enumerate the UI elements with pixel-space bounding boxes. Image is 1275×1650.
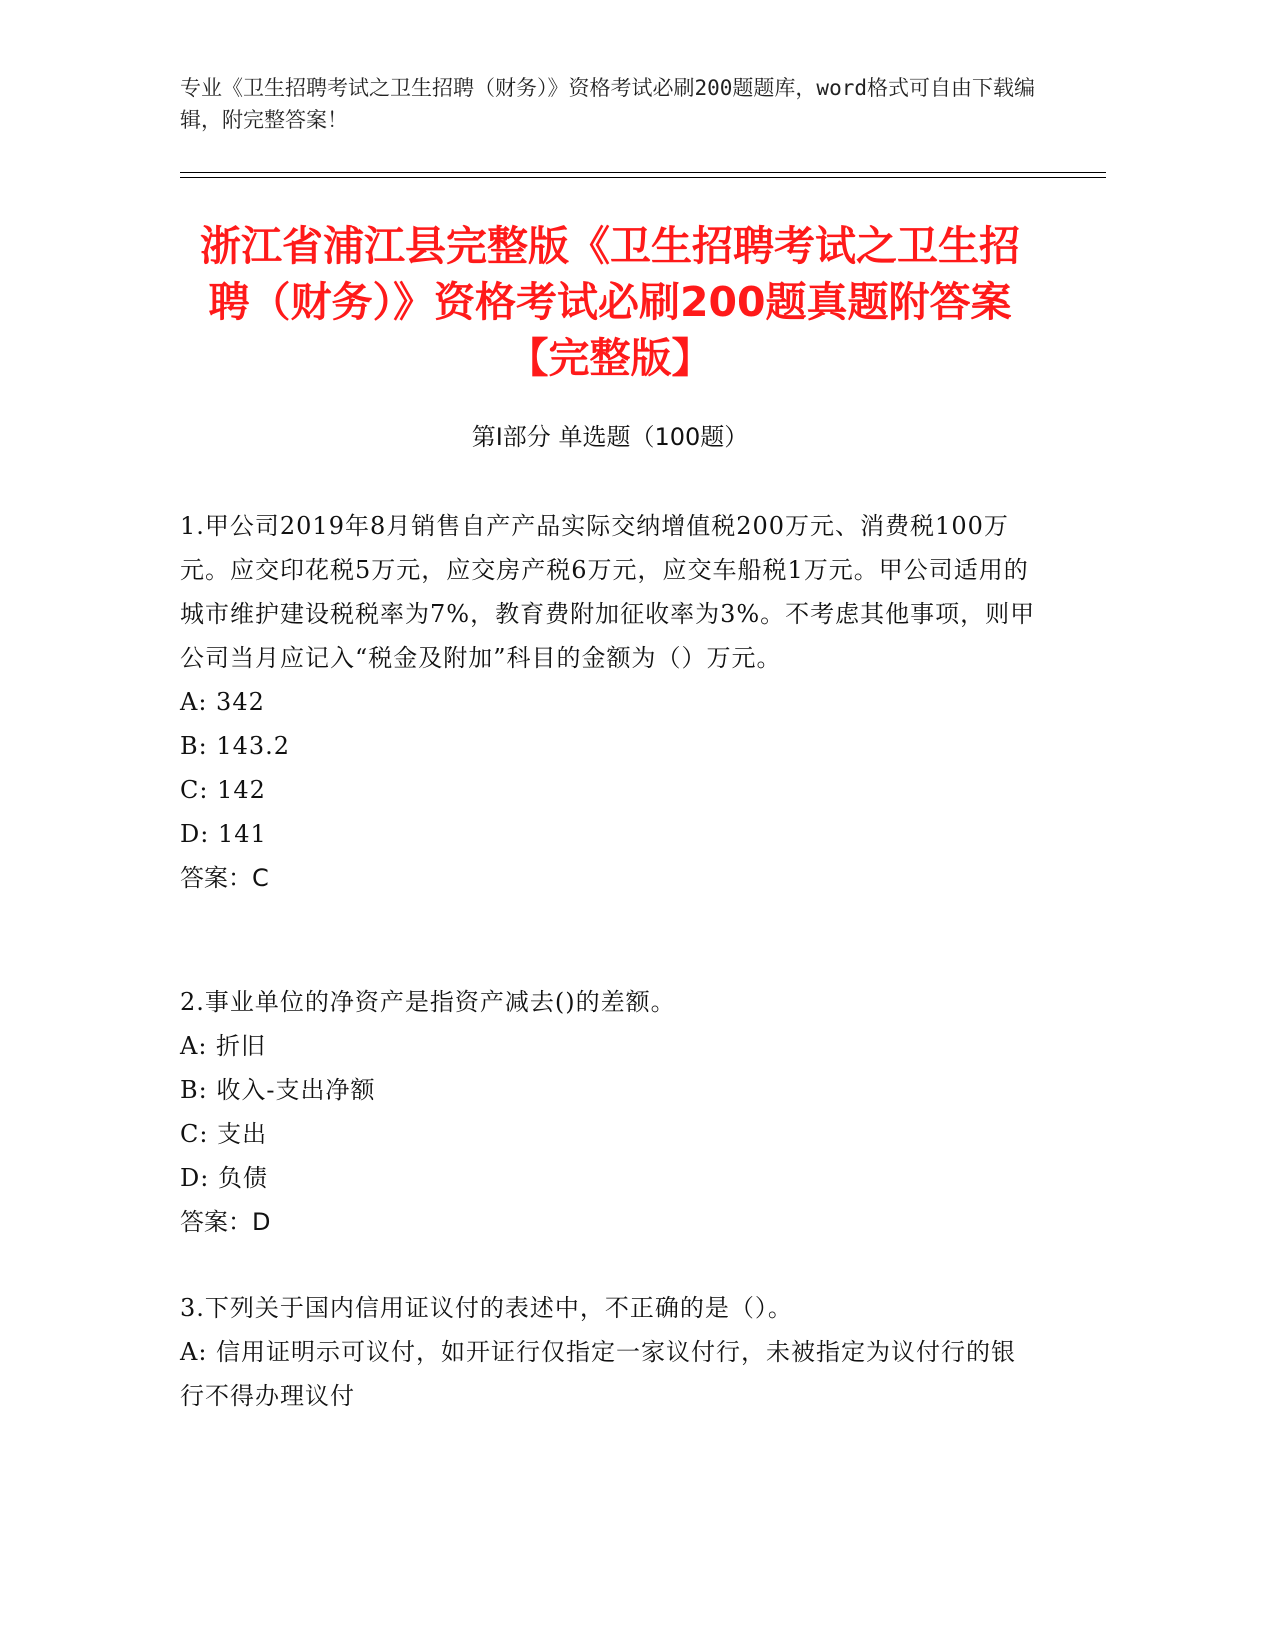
question-3 [180,1286,1040,1418]
question-stem: 2.事业单位的净资产是指资产减去()的差额。 [180,988,676,1016]
option-d: D: 负债 [180,1164,268,1192]
option-a: A: 342 [180,688,265,716]
document-title: 浙江省浦江县完整版《卫生招聘考试之卫生招聘（财务）》资格考试必刷200题真题附答案【完整版】 [200,222,1020,382]
section-title: 第I部分 单选题（100题） [471,423,749,451]
question-1 [180,504,1040,900]
option-b: B: 收入-支出净额 [180,1076,376,1104]
question-stem: 3.下列关于国内信用证议付的表述中，不正确的是（）。 [180,1294,793,1322]
header-divider-top [180,172,1106,173]
option-a: A: 折旧 [180,1032,267,1060]
header-divider-bottom [180,177,1106,178]
question-2 [180,980,1040,1244]
answer: 答案：D [180,1208,271,1236]
option-d: D: 141 [180,820,267,848]
option-a: A: 信用证明示可议付，如开证行仅指定一家议付行，未被指定为议付行的银行不得办理议付 [180,1338,1017,1410]
header-note: 专业《卫生招聘考试之卫生招聘（财务）》资格考试必刷200题题库，word格式可自由下载编辑，附完整答案！ [180,76,1035,132]
question-stem: 1.甲公司2019年8月销售自产产品实际交纳增值税200万元、消费税100万元。应交印花税5万元，应交房产税6万元，应交车船税1万元。甲公司适用的城市维护建设税税率为7%，教育费附加征收率为3%。不考虑其他事项，则甲公司当月应记入“税金及附加”科目的金额为（）万元。 [180,512,1036,672]
option-c: C: 支出 [180,1120,268,1148]
answer: 答案：C [180,864,269,892]
option-c: C: 142 [180,776,266,804]
option-b: B: 143.2 [180,732,291,760]
